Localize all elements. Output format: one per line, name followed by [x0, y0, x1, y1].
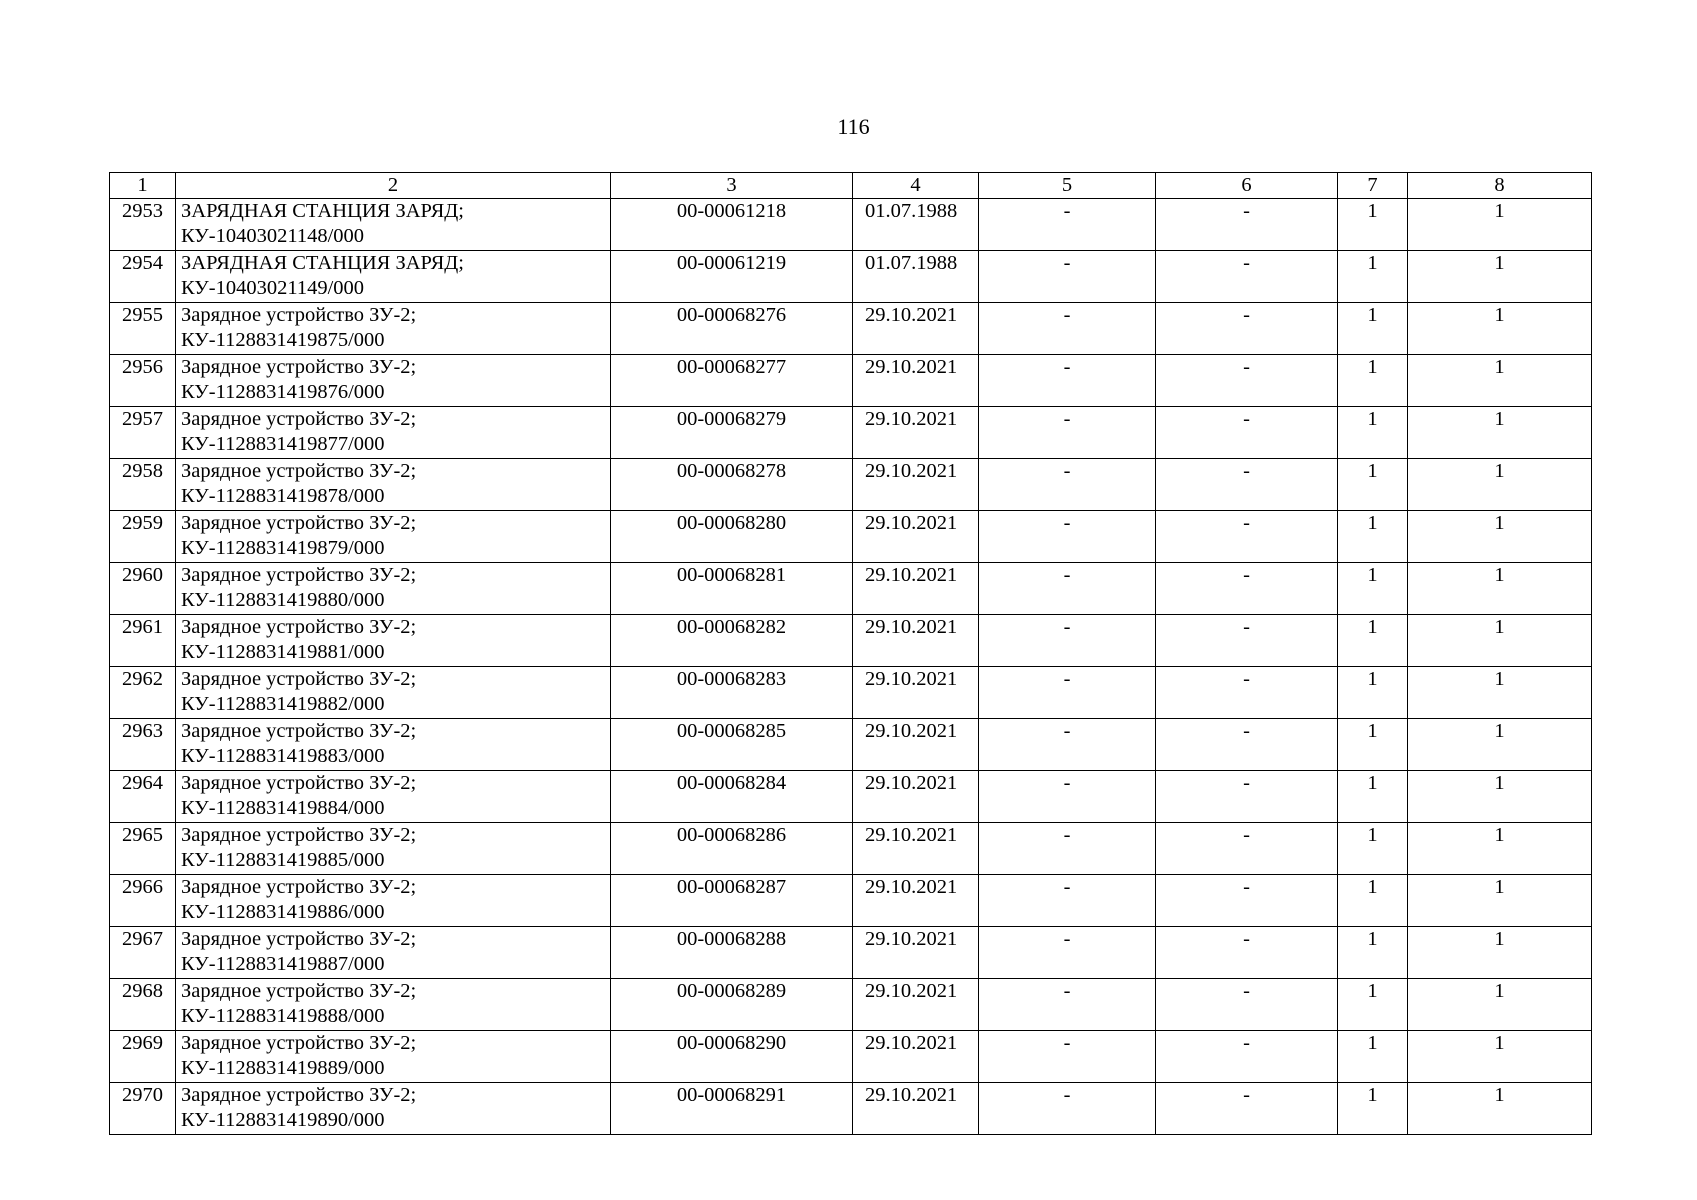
column-8-cell: 1	[1408, 979, 1592, 1031]
item-inventory-code-line: КУ-1128831419884/000	[181, 797, 385, 819]
row-number-cell: 2958	[110, 459, 176, 511]
table-row	[110, 511, 1592, 563]
column-8-cell: 1	[1408, 1083, 1592, 1135]
item-date-cell: 29.10.2021	[853, 1083, 979, 1135]
column-5-cell: -	[979, 823, 1156, 875]
column-7-cell: 1	[1338, 1031, 1408, 1083]
item-code-cell: 00-00068289	[611, 979, 853, 1031]
row-number-cell: 2955	[110, 303, 176, 355]
table-row	[110, 251, 1592, 303]
item-inventory-code-line: КУ-1128831419875/000	[181, 329, 385, 351]
column-header-8: 8	[1408, 173, 1592, 199]
column-6-cell: -	[1156, 823, 1338, 875]
column-7-cell: 1	[1338, 979, 1408, 1031]
row-number-cell: 2954	[110, 251, 176, 303]
column-7-cell: 1	[1338, 459, 1408, 511]
item-name-cell	[176, 667, 611, 719]
column-6-cell: -	[1156, 459, 1338, 511]
column-6-cell: -	[1156, 303, 1338, 355]
item-code-cell: 00-00068288	[611, 927, 853, 979]
column-6-cell: -	[1156, 875, 1338, 927]
item-inventory-code-line: КУ-1128831419877/000	[181, 433, 385, 455]
column-8-cell: 1	[1408, 615, 1592, 667]
row-number-cell: 2967	[110, 927, 176, 979]
item-name-line: Зарядное устройство ЗУ-2;	[181, 928, 417, 950]
column-8-cell: 1	[1408, 771, 1592, 823]
item-inventory-code-line: КУ-1128831419876/000	[181, 381, 385, 403]
item-date-cell: 01.07.1988	[853, 199, 979, 251]
item-date-cell: 29.10.2021	[853, 1031, 979, 1083]
table-body	[110, 199, 1592, 1135]
row-number-cell: 2968	[110, 979, 176, 1031]
item-name-line: Зарядное устройство ЗУ-2;	[181, 304, 417, 326]
column-7-cell: 1	[1338, 251, 1408, 303]
item-name-cell	[176, 407, 611, 459]
table-row	[110, 719, 1592, 771]
item-code-cell: 00-00068284	[611, 771, 853, 823]
item-name-line: ЗАРЯДНАЯ СТАНЦИЯ ЗАРЯД;	[181, 200, 464, 222]
column-5-cell: -	[979, 1031, 1156, 1083]
item-code-cell: 00-00068291	[611, 1083, 853, 1135]
item-code-cell: 00-00068290	[611, 1031, 853, 1083]
row-number-cell: 2966	[110, 875, 176, 927]
column-5-cell: -	[979, 303, 1156, 355]
column-8-cell: 1	[1408, 511, 1592, 563]
item-name-cell	[176, 459, 611, 511]
item-code-cell: 00-00061219	[611, 251, 853, 303]
item-date-cell: 29.10.2021	[853, 563, 979, 615]
row-number-cell: 2970	[110, 1083, 176, 1135]
item-code-cell: 00-00068277	[611, 355, 853, 407]
item-inventory-code-line: КУ-1128831419889/000	[181, 1057, 385, 1079]
item-name-line: Зарядное устройство ЗУ-2;	[181, 408, 417, 430]
column-6-cell: -	[1156, 1031, 1338, 1083]
column-7-cell: 1	[1338, 355, 1408, 407]
item-name-line: ЗАРЯДНАЯ СТАНЦИЯ ЗАРЯД;	[181, 252, 464, 274]
row-number-cell: 2953	[110, 199, 176, 251]
item-date-cell: 29.10.2021	[853, 355, 979, 407]
item-name-cell	[176, 355, 611, 407]
column-8-cell: 1	[1408, 563, 1592, 615]
column-5-cell: -	[979, 927, 1156, 979]
item-date-cell: 29.10.2021	[853, 459, 979, 511]
item-inventory-code-line: КУ-1128831419881/000	[181, 641, 385, 663]
item-name-cell	[176, 927, 611, 979]
column-7-cell: 1	[1338, 719, 1408, 771]
item-date-cell: 29.10.2021	[853, 719, 979, 771]
table-row	[110, 303, 1592, 355]
table-row	[110, 875, 1592, 927]
item-name-line: Зарядное устройство ЗУ-2;	[181, 1032, 417, 1054]
column-7-cell: 1	[1338, 875, 1408, 927]
row-number-cell: 2962	[110, 667, 176, 719]
item-inventory-code-line: КУ-10403021148/000	[181, 225, 365, 247]
item-inventory-code-line: КУ-1128831419882/000	[181, 693, 385, 715]
item-code-cell: 00-00068280	[611, 511, 853, 563]
column-8-cell: 1	[1408, 251, 1592, 303]
row-number-cell: 2969	[110, 1031, 176, 1083]
item-date-cell: 29.10.2021	[853, 823, 979, 875]
column-5-cell: -	[979, 615, 1156, 667]
table-row	[110, 355, 1592, 407]
table-row	[110, 979, 1592, 1031]
item-code-cell: 00-00061218	[611, 199, 853, 251]
row-number-cell: 2964	[110, 771, 176, 823]
column-header-4: 4	[853, 173, 979, 199]
item-name-line: Зарядное устройство ЗУ-2;	[181, 980, 417, 1002]
column-5-cell: -	[979, 251, 1156, 303]
table-header	[110, 173, 1592, 199]
item-name-cell	[176, 875, 611, 927]
column-6-cell: -	[1156, 407, 1338, 459]
column-7-cell: 1	[1338, 563, 1408, 615]
column-7-cell: 1	[1338, 303, 1408, 355]
column-7-cell: 1	[1338, 667, 1408, 719]
column-5-cell: -	[979, 667, 1156, 719]
column-header-3: 3	[611, 173, 853, 199]
item-name-line: Зарядное устройство ЗУ-2;	[181, 720, 417, 742]
column-5-cell: -	[979, 355, 1156, 407]
column-5-cell: -	[979, 771, 1156, 823]
page-number	[0, 114, 1697, 140]
column-6-cell: -	[1156, 251, 1338, 303]
item-date-cell: 29.10.2021	[853, 771, 979, 823]
table-row	[110, 459, 1592, 511]
table-row	[110, 771, 1592, 823]
column-8-cell: 1	[1408, 303, 1592, 355]
table-row	[110, 927, 1592, 979]
column-6-cell: -	[1156, 771, 1338, 823]
table-row	[110, 667, 1592, 719]
column-8-cell: 1	[1408, 199, 1592, 251]
table-row	[110, 823, 1592, 875]
column-8-cell: 1	[1408, 875, 1592, 927]
table-row	[110, 1031, 1592, 1083]
column-6-cell: -	[1156, 563, 1338, 615]
column-8-cell: 1	[1408, 407, 1592, 459]
column-7-cell: 1	[1338, 1083, 1408, 1135]
item-code-cell: 00-00068276	[611, 303, 853, 355]
item-name-line: Зарядное устройство ЗУ-2;	[181, 876, 417, 898]
item-code-cell: 00-00068287	[611, 875, 853, 927]
item-code-cell: 00-00068283	[611, 667, 853, 719]
item-name-line: Зарядное устройство ЗУ-2;	[181, 460, 417, 482]
column-6-cell: -	[1156, 615, 1338, 667]
item-inventory-code-line: КУ-10403021149/000	[181, 277, 365, 299]
column-6-cell: -	[1156, 927, 1338, 979]
item-name-cell	[176, 251, 611, 303]
item-inventory-code-line: КУ-1128831419883/000	[181, 745, 385, 767]
column-5-cell: -	[979, 979, 1156, 1031]
column-8-cell: 1	[1408, 719, 1592, 771]
table-row	[110, 563, 1592, 615]
item-inventory-code-line: КУ-1128831419886/000	[181, 901, 385, 923]
table-row	[110, 1083, 1592, 1135]
column-7-cell: 1	[1338, 511, 1408, 563]
item-name-cell	[176, 1083, 611, 1135]
column-7-cell: 1	[1338, 771, 1408, 823]
row-number-cell: 2961	[110, 615, 176, 667]
column-6-cell: -	[1156, 511, 1338, 563]
item-name-cell	[176, 563, 611, 615]
column-8-cell: 1	[1408, 355, 1592, 407]
column-6-cell: -	[1156, 719, 1338, 771]
item-date-cell: 29.10.2021	[853, 407, 979, 459]
item-name-cell	[176, 1031, 611, 1083]
column-7-cell: 1	[1338, 823, 1408, 875]
inventory-table	[109, 172, 1592, 1135]
item-code-cell: 00-00068286	[611, 823, 853, 875]
column-8-cell: 1	[1408, 927, 1592, 979]
item-name-line: Зарядное устройство ЗУ-2;	[181, 668, 417, 690]
item-code-cell: 00-00068279	[611, 407, 853, 459]
item-name-line: Зарядное устройство ЗУ-2;	[181, 356, 417, 378]
column-5-cell: -	[979, 407, 1156, 459]
column-7-cell: 1	[1338, 407, 1408, 459]
column-7-cell: 1	[1338, 927, 1408, 979]
item-date-cell: 29.10.2021	[853, 303, 979, 355]
row-number-cell: 2963	[110, 719, 176, 771]
item-inventory-code-line: КУ-1128831419890/000	[181, 1109, 385, 1131]
item-name-cell	[176, 511, 611, 563]
column-5-cell: -	[979, 459, 1156, 511]
column-5-cell: -	[979, 1083, 1156, 1135]
item-name-cell	[176, 979, 611, 1031]
row-number-cell: 2965	[110, 823, 176, 875]
item-name-cell	[176, 303, 611, 355]
item-date-cell: 29.10.2021	[853, 927, 979, 979]
item-inventory-code-line: КУ-1128831419887/000	[181, 953, 385, 975]
item-name-cell	[176, 199, 611, 251]
item-inventory-code-line: КУ-1128831419880/000	[181, 589, 385, 611]
column-5-cell: -	[979, 719, 1156, 771]
column-header-2: 2	[176, 173, 611, 199]
item-inventory-code-line: КУ-1128831419878/000	[181, 485, 385, 507]
column-5-cell: -	[979, 199, 1156, 251]
column-6-cell: -	[1156, 1083, 1338, 1135]
page-number-text: 116	[837, 114, 870, 139]
column-5-cell: -	[979, 875, 1156, 927]
item-name-line: Зарядное устройство ЗУ-2;	[181, 824, 417, 846]
column-8-cell: 1	[1408, 823, 1592, 875]
item-name-cell	[176, 719, 611, 771]
item-code-cell: 00-00068282	[611, 615, 853, 667]
column-5-cell: -	[979, 511, 1156, 563]
item-name-line: Зарядное устройство ЗУ-2;	[181, 564, 417, 586]
item-date-cell: 29.10.2021	[853, 615, 979, 667]
item-name-cell	[176, 615, 611, 667]
column-header-7: 7	[1338, 173, 1408, 199]
item-inventory-code-line: КУ-1128831419879/000	[181, 537, 385, 559]
table-row	[110, 199, 1592, 251]
table-row	[110, 407, 1592, 459]
item-date-cell: 29.10.2021	[853, 979, 979, 1031]
item-name-line: Зарядное устройство ЗУ-2;	[181, 772, 417, 794]
column-8-cell: 1	[1408, 667, 1592, 719]
header-row	[110, 173, 1592, 199]
item-name-line: Зарядное устройство ЗУ-2;	[181, 616, 417, 638]
item-name-line: Зарядное устройство ЗУ-2;	[181, 1084, 417, 1106]
column-5-cell: -	[979, 563, 1156, 615]
item-code-cell: 00-00068278	[611, 459, 853, 511]
column-header-5: 5	[979, 173, 1156, 199]
item-code-cell: 00-00068285	[611, 719, 853, 771]
column-header-1: 1	[110, 173, 176, 199]
column-header-6: 6	[1156, 173, 1338, 199]
item-name-line: Зарядное устройство ЗУ-2;	[181, 512, 417, 534]
item-name-cell	[176, 771, 611, 823]
column-7-cell: 1	[1338, 199, 1408, 251]
column-6-cell: -	[1156, 355, 1338, 407]
item-name-cell	[176, 823, 611, 875]
row-number-cell: 2959	[110, 511, 176, 563]
column-6-cell: -	[1156, 199, 1338, 251]
item-date-cell: 01.07.1988	[853, 251, 979, 303]
row-number-cell: 2957	[110, 407, 176, 459]
table-row	[110, 615, 1592, 667]
row-number-cell: 2956	[110, 355, 176, 407]
column-8-cell: 1	[1408, 1031, 1592, 1083]
item-date-cell: 29.10.2021	[853, 875, 979, 927]
item-code-cell: 00-00068281	[611, 563, 853, 615]
row-number-cell: 2960	[110, 563, 176, 615]
item-inventory-code-line: КУ-1128831419888/000	[181, 1005, 385, 1027]
item-inventory-code-line: КУ-1128831419885/000	[181, 849, 385, 871]
column-8-cell: 1	[1408, 459, 1592, 511]
item-date-cell: 29.10.2021	[853, 511, 979, 563]
column-6-cell: -	[1156, 979, 1338, 1031]
column-6-cell: -	[1156, 667, 1338, 719]
column-7-cell: 1	[1338, 615, 1408, 667]
item-date-cell: 29.10.2021	[853, 667, 979, 719]
